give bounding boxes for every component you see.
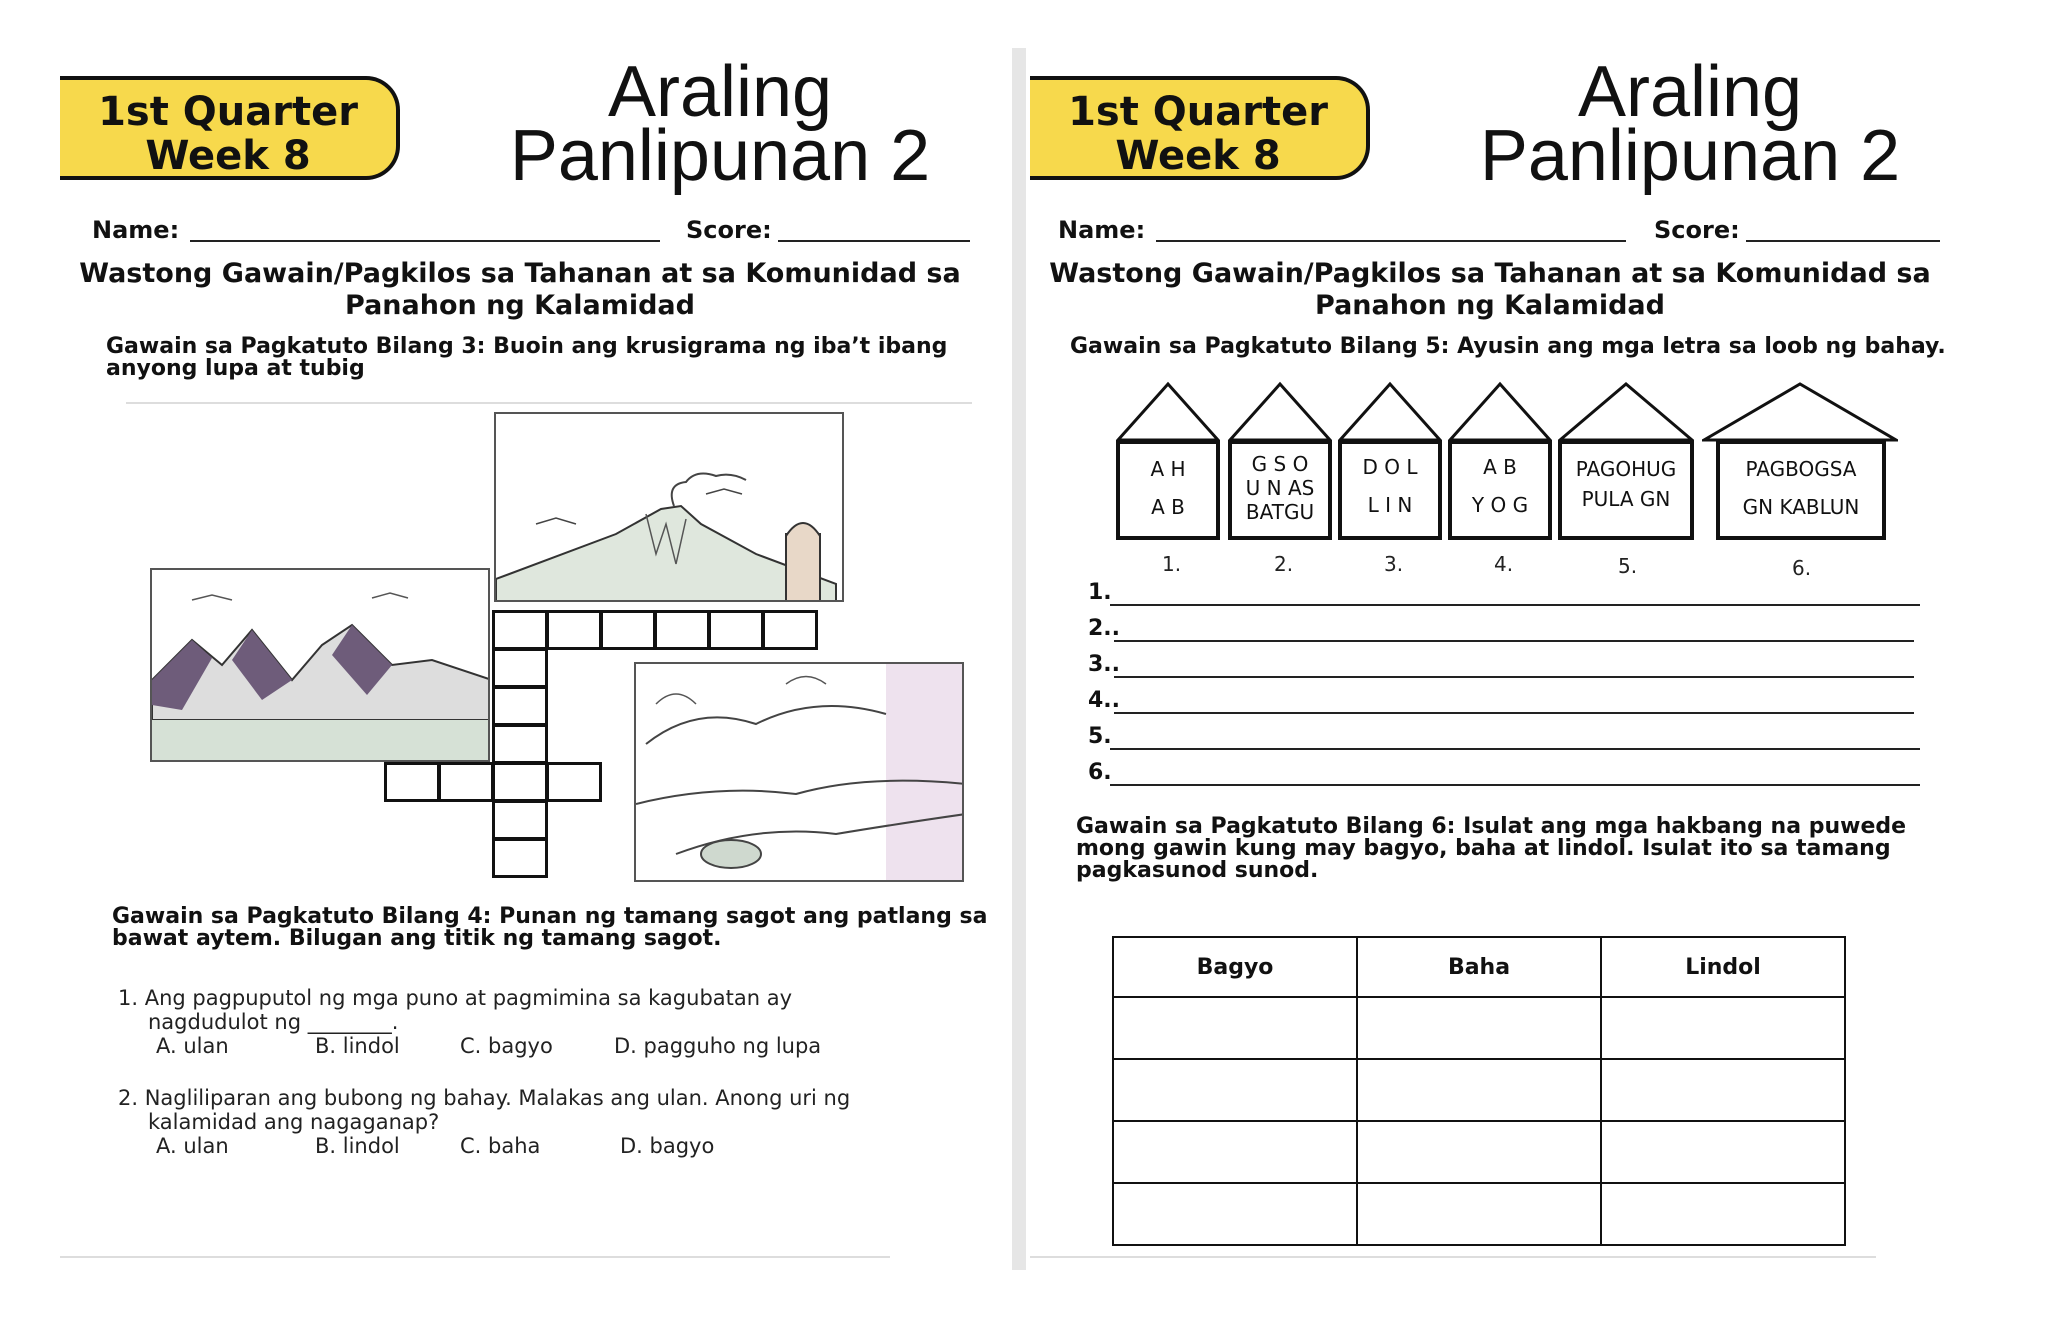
answer-line-4[interactable] <box>1114 712 1914 714</box>
house-4 <box>1448 380 1552 540</box>
house-5-line-1: PAGOHUG <box>1575 457 1677 481</box>
page-divider <box>1012 48 1026 1270</box>
house-6-letters <box>1716 440 1886 540</box>
table-row <box>1113 1121 1845 1183</box>
volcano-picture <box>494 412 844 602</box>
table-cell[interactable] <box>1357 1183 1601 1245</box>
answer-line-3[interactable] <box>1114 676 1914 678</box>
section-heading-line-1: Wastong Gawain/Pagkilos sa Tahanan at sa Komunidad sa <box>1049 258 1931 289</box>
page-bottom-edge <box>60 1256 890 1258</box>
house-number-5: 5. <box>1618 554 1638 578</box>
house-number-4: 4. <box>1494 552 1514 576</box>
house-3-line-2: L I N <box>1367 493 1413 517</box>
crossword-cell[interactable] <box>492 724 548 764</box>
activity-4-line-2: bawat aytem. Bilugan ang titik ng tamang sagot. <box>112 926 722 951</box>
crossword-cell[interactable] <box>492 648 548 688</box>
activity-5-instruction: Gawain sa Pagkatuto Bilang 5: Ayusin ang mga letra sa loob ng bahay. <box>1070 334 1946 359</box>
house-1 <box>1116 380 1220 540</box>
table-cell[interactable] <box>1113 1183 1357 1245</box>
q1-option-d[interactable]: D. pagguho ng lupa <box>614 1034 822 1058</box>
table-cell[interactable] <box>1357 1121 1601 1183</box>
answer-label-5: 5. <box>1088 724 1112 749</box>
q2-option-a[interactable]: A. ulan <box>156 1134 229 1158</box>
house-2 <box>1228 380 1332 540</box>
house-5 <box>1558 380 1694 540</box>
question-1 <box>118 986 792 1034</box>
table-cell[interactable] <box>1113 997 1357 1059</box>
activity-6-line-1: Gawain sa Pagkatuto Bilang 6: Isulat ang mga hakbang na puwede <box>1076 814 1907 839</box>
separator <box>126 402 972 404</box>
table-cell[interactable] <box>1601 997 1845 1059</box>
house-number-1: 1. <box>1162 552 1182 576</box>
house-2-line-1: G S O <box>1251 452 1309 476</box>
house-4-letters <box>1448 440 1552 540</box>
house-4-line-1: A B <box>1483 455 1517 479</box>
answer-line-2[interactable] <box>1114 640 1914 642</box>
answer-label-6: 6. <box>1088 760 1112 785</box>
title-line-1: Araling <box>1577 52 1803 132</box>
badge-week-text: Week 8 <box>145 133 311 179</box>
river-picture <box>634 662 964 882</box>
house-3-letters <box>1338 440 1442 540</box>
activity-6-line-2: mong gawin kung may bagyo, baha at lindol. Isulat ito sa tamang <box>1076 836 1891 861</box>
crossword-cell[interactable] <box>492 610 548 650</box>
score-field[interactable] <box>778 240 970 242</box>
crossword-cell[interactable] <box>492 686 548 726</box>
house-3-line-1: D O L <box>1362 455 1418 479</box>
table-row <box>1113 997 1845 1059</box>
activity-4-instruction <box>112 906 987 950</box>
name-field[interactable] <box>190 240 660 242</box>
q1-option-b[interactable]: B. lindol <box>315 1034 400 1058</box>
crossword-cell[interactable] <box>492 800 548 840</box>
name-label: Name: <box>1058 216 1146 244</box>
question-2-line-1: 2. Nagliliparan ang bubong ng bahay. Malakas ang ulan. Anong uri ng <box>118 1086 851 1110</box>
crossword-cell[interactable] <box>708 610 764 650</box>
table-cell[interactable] <box>1601 1121 1845 1183</box>
score-label: Score: <box>1654 216 1740 244</box>
question-1-line-2: nagdudulot ng ________. <box>148 1010 399 1034</box>
worksheet-title <box>1440 52 1940 196</box>
activity-3-instruction <box>106 336 947 380</box>
activity-3-line-1: Gawain sa Pagkatuto Bilang 3: Buoin ang krusigrama ng iba’t ibang <box>106 334 948 359</box>
score-field[interactable] <box>1746 240 1940 242</box>
house-2-letters <box>1228 440 1332 540</box>
table-header-baha: Baha <box>1357 937 1601 997</box>
quarter-badge <box>1030 76 1370 180</box>
section-heading-line-2: Panahon ng Kalamidad <box>345 290 695 321</box>
answer-label-3: 3.. <box>1088 652 1121 677</box>
house-5-line-2: PULA GN <box>1581 487 1671 511</box>
badge-week-text: Week 8 <box>1115 133 1281 179</box>
house-4-line-2: Y O G <box>1471 493 1529 517</box>
q2-option-c[interactable]: C. baha <box>460 1134 541 1158</box>
score-label: Score: <box>686 216 772 244</box>
name-field[interactable] <box>1156 240 1626 242</box>
section-heading <box>70 258 970 322</box>
house-2-line-3: BATGU <box>1245 500 1315 524</box>
house-5-letters <box>1558 440 1694 540</box>
table-header-lindol: Lindol <box>1601 937 1845 997</box>
crossword-cell[interactable] <box>546 610 602 650</box>
crossword-cell[interactable] <box>492 838 548 878</box>
crossword-cell[interactable] <box>438 762 494 802</box>
worksheet-page-left <box>60 48 1000 1270</box>
quarter-badge <box>60 76 400 180</box>
table-row <box>1113 1059 1845 1121</box>
answer-line-1[interactable] <box>1110 604 1920 606</box>
section-heading <box>1040 258 1940 322</box>
q1-option-a[interactable]: A. ulan <box>156 1034 229 1058</box>
house-number-3: 3. <box>1384 552 1404 576</box>
badge-quarter-text: 1st Quarter <box>98 89 358 135</box>
house-number-6: 6. <box>1792 556 1812 580</box>
table-cell[interactable] <box>1601 1183 1845 1245</box>
activity-4-line-1: Gawain sa Pagkatuto Bilang 4: Punan ng tamang sagot ang patlang sa <box>112 904 988 929</box>
q2-option-b[interactable]: B. lindol <box>315 1134 400 1158</box>
table-cell[interactable] <box>1357 997 1601 1059</box>
q1-option-c[interactable]: C. bagyo <box>460 1034 553 1058</box>
activity-6-instruction <box>1076 816 1906 882</box>
crossword-cell[interactable] <box>762 610 818 650</box>
name-label: Name: <box>92 216 180 244</box>
section-heading-line-1: Wastong Gawain/Pagkilos sa Tahanan at sa Komunidad sa <box>79 258 961 289</box>
title-line-1: Araling <box>607 52 833 132</box>
answer-label-2: 2.. <box>1088 616 1121 641</box>
table-header-bagyo: Bagyo <box>1113 937 1357 997</box>
crossword-cell[interactable] <box>384 762 440 802</box>
house-6 <box>1702 380 1898 540</box>
answer-label-1: 1. <box>1088 580 1112 605</box>
house-6-line-1: PAGBOGSA <box>1745 457 1857 481</box>
worksheet-page-right <box>1030 48 1970 1270</box>
house-1-letters <box>1116 440 1220 540</box>
house-number-2: 2. <box>1274 552 1294 576</box>
crossword-cell[interactable] <box>546 762 602 802</box>
question-2-line-2: kalamidad ang nagaganap? <box>148 1110 440 1134</box>
crossword-cell[interactable] <box>654 610 710 650</box>
badge-quarter-text: 1st Quarter <box>1068 89 1328 135</box>
answer-line-6[interactable] <box>1110 784 1920 786</box>
answer-table <box>1112 936 1846 1246</box>
table-cell[interactable] <box>1601 1059 1845 1121</box>
table-cell[interactable] <box>1357 1059 1601 1121</box>
house-1-line-1: A H <box>1150 457 1186 481</box>
house-3 <box>1338 380 1442 540</box>
table-cell[interactable] <box>1113 1059 1357 1121</box>
page-bottom-edge <box>1030 1256 1876 1258</box>
house-1-line-2: A B <box>1151 495 1185 519</box>
table-row <box>1113 1183 1845 1245</box>
title-line-2: Panlipunan 2 <box>509 116 931 196</box>
question-2 <box>118 1086 850 1134</box>
title-line-2: Panlipunan 2 <box>1479 116 1901 196</box>
q2-option-d[interactable]: D. bagyo <box>620 1134 715 1158</box>
activity-3-line-2: anyong lupa at tubig <box>106 356 365 381</box>
worksheet-title <box>470 52 970 196</box>
house-2-line-2: U N AS <box>1245 476 1315 500</box>
section-heading-line-2: Panahon ng Kalamidad <box>1315 290 1665 321</box>
mountain-picture <box>150 568 490 762</box>
crossword-cell[interactable] <box>600 610 656 650</box>
table-cell[interactable] <box>1113 1121 1357 1183</box>
house-6-line-2: GN KABLUN <box>1742 495 1860 519</box>
crossword-cell[interactable] <box>492 762 548 802</box>
answer-label-4: 4.. <box>1088 688 1121 713</box>
question-1-line-1: 1. Ang pagpuputol ng mga puno at pagmimina sa kagubatan ay <box>118 986 793 1010</box>
answer-line-5[interactable] <box>1110 748 1920 750</box>
activity-6-line-3: pagkasunod sunod. <box>1076 858 1319 883</box>
